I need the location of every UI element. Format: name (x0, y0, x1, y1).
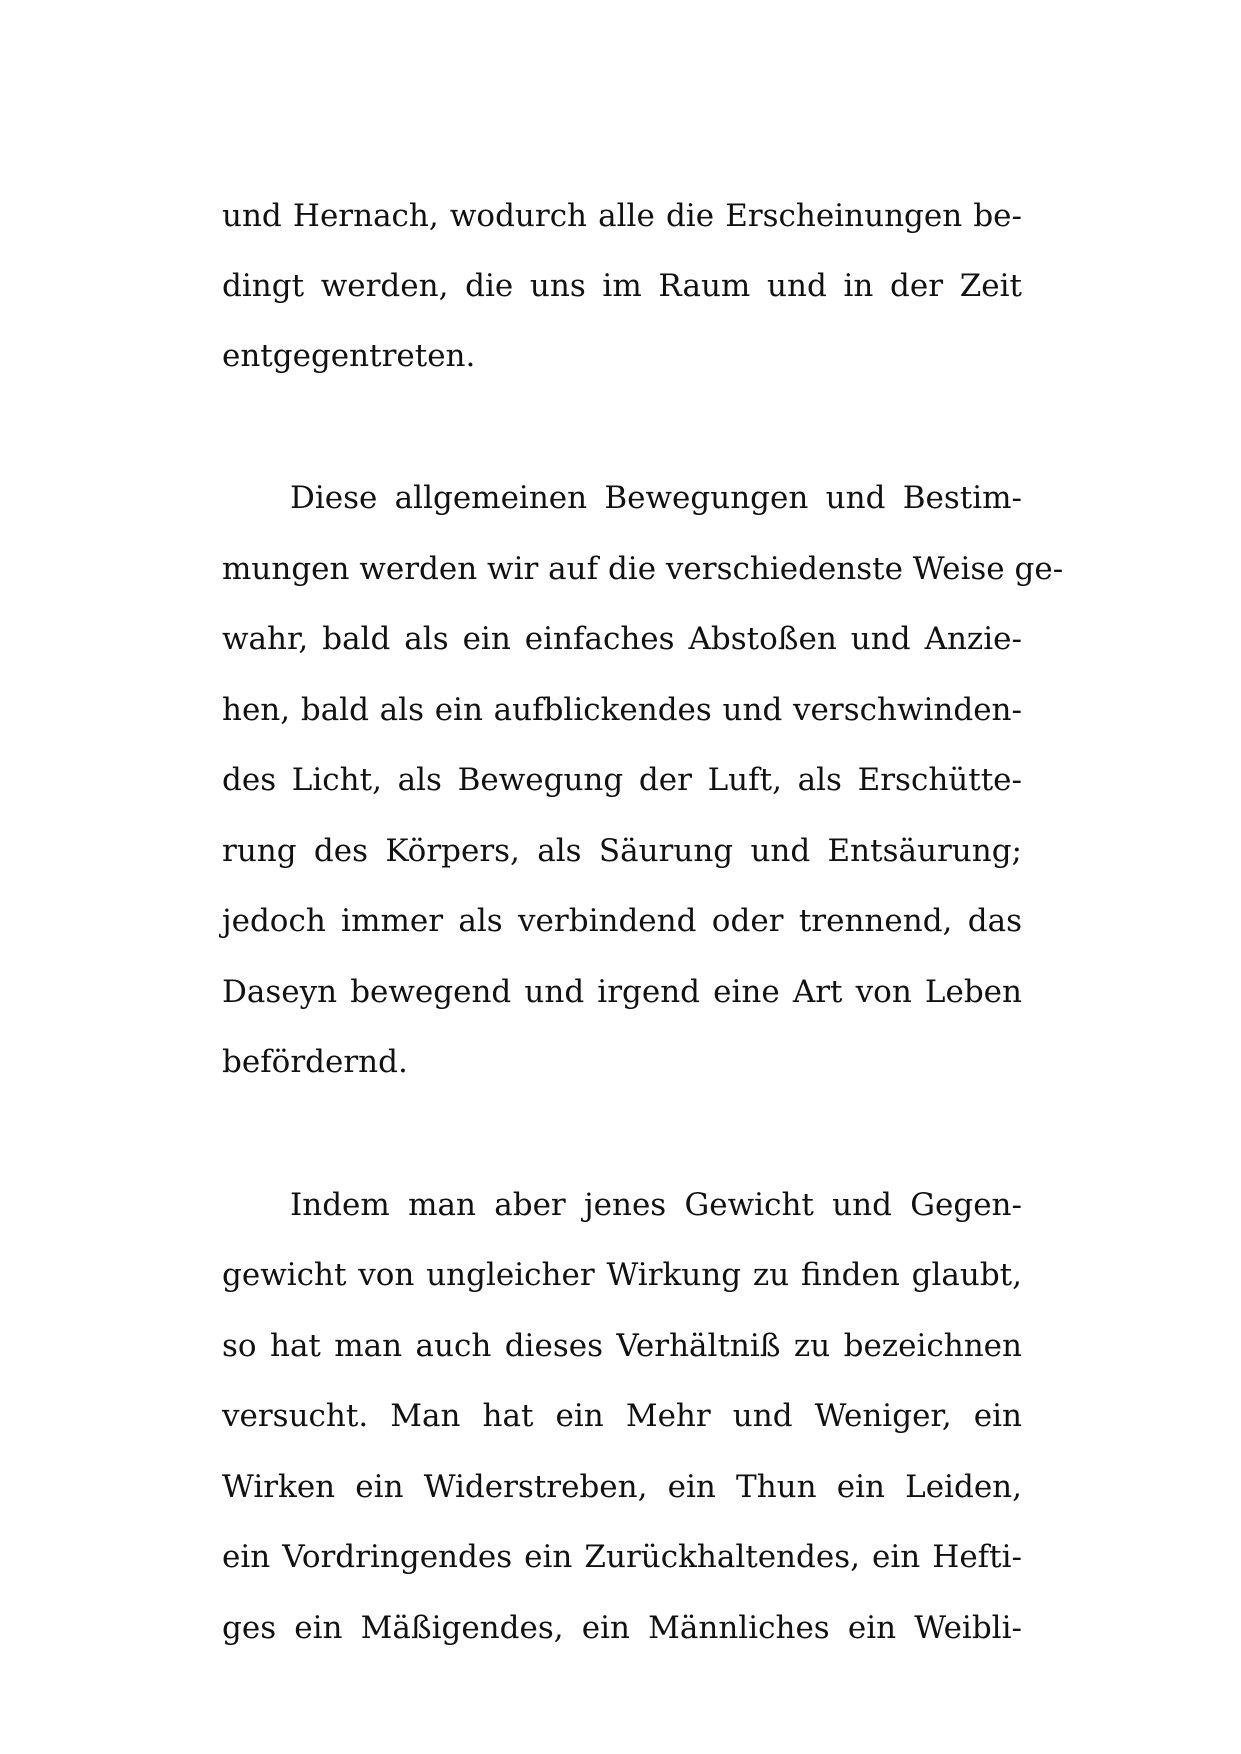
text-line: gewicht von ungleicher Wirkung zu finden glaubt, (222, 1257, 1022, 1293)
text-line: entgegentreten. (222, 338, 476, 374)
text-line: versucht. Man hat ein Mehr und Weniger, ein (222, 1398, 1022, 1434)
text-line: hen, bald als ein aufblickendes und verschwinden- (222, 692, 1022, 728)
text-line: ein Vordringendes ein Zurückhaltendes, ein Hefti- (222, 1539, 1022, 1575)
text-line: ges ein Mäßigendes, ein Männliches ein Weibli- (222, 1610, 1022, 1646)
text-line: und Hernach, wodurch alle die Erscheinungen be- (222, 198, 1022, 234)
text-line: jedoch immer als verbindend oder trennend, das (222, 903, 1022, 939)
text-line: rung des Körpers, als Säurung und Entsäurung; (222, 833, 1022, 869)
text-line: dingt werden, die uns im Raum und in der Zeit (222, 268, 1022, 304)
text-line: Diese allgemeinen Bewegungen und Bestim- (290, 480, 1022, 516)
text-line: wahr, bald als ein einfaches Abstoßen und Anzie- (222, 621, 1022, 657)
text-line: Indem man aber jenes Gewicht und Gegen- (290, 1187, 1022, 1223)
text-line: so hat man auch dieses Verhältniß zu bezeichnen (222, 1328, 1022, 1364)
text-line: befördernd. (222, 1044, 408, 1080)
text-line: Wirken ein Widerstreben, ein Thun ein Leiden, (222, 1469, 1022, 1505)
text-line: des Licht, als Bewegung der Luft, als Erschütte- (222, 762, 1022, 798)
text-line: Daseyn bewegend und irgend eine Art von Leben (222, 974, 1022, 1010)
text-line: mungen werden wir auf die verschiedenste Weise ge- (222, 551, 1064, 587)
